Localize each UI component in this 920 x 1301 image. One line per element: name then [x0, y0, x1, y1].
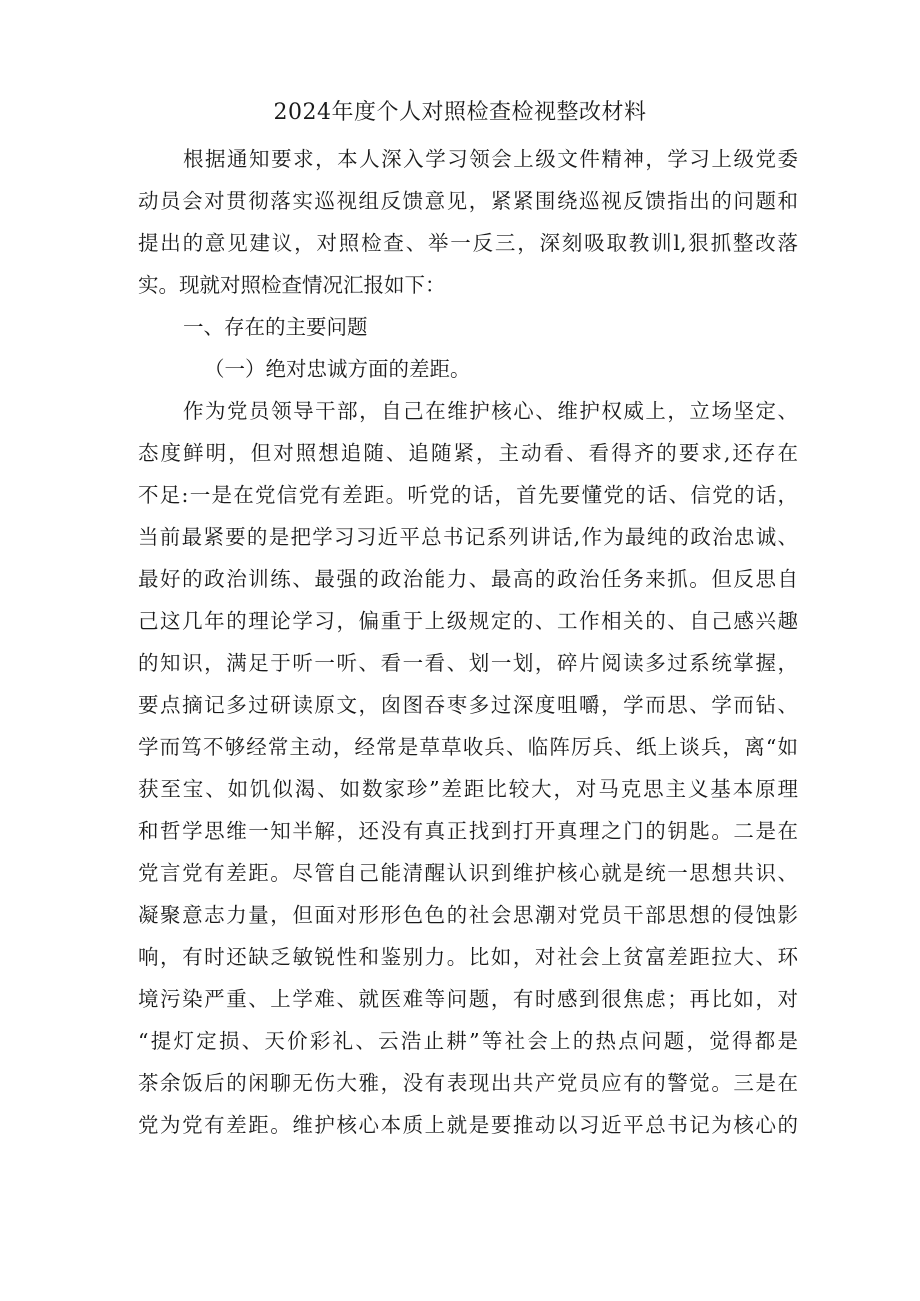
document-title: 2024年度个人对照检查检视整改材料 — [273, 100, 647, 125]
body-line: 学而笃不够经常主动，经常是草草收兵、临阵厉兵、纸上谈兵，离“如 — [138, 735, 798, 759]
body-line: 最好的政治训练、最强的政治能力、最高的政治任务来抓。但反思自 — [138, 567, 798, 591]
intro-line: 提出的意见建议，对照检查、举一反三，深刻吸取教训l,狠抓整改落 — [138, 231, 798, 255]
body-line: 获至宝、如饥似渴、如数家珍”差距比较大，对马克思主义基本原理 — [138, 777, 798, 801]
body-line: 党言党有差距。尽管自己能清醒认识到维护核心就是统一思想共识、 — [138, 861, 798, 885]
body-line: 作为党员领导干部，自己在维护核心、维护权威上，立场坚定、 — [183, 399, 798, 423]
body-line: “提灯定损、天价彩礼、云浩止耕”等社会上的热点问题，觉得都是 — [138, 1029, 798, 1053]
body-line: 的知识，满足于听一听、看一看、划一划，碎片阅读多过系统掌握， — [138, 651, 798, 675]
body-line: 党为党有差距。维护核心本质上就是要推动以习近平总书记为核心的 — [138, 1113, 798, 1137]
intro-line: 动员会对贯彻落实巡视组反馈意见，紧紧围绕巡视反馈指出的问题和 — [138, 189, 798, 213]
body-line: 要点摘记多过研读原文，囱图吞枣多过深度咀嚼，学而思、学而钻、 — [138, 693, 798, 717]
section-heading: 一、存在的主要问题 — [183, 315, 368, 339]
body-line: 境污染严重、上学难、就医难等问题，有时感到很焦虑；再比如，对 — [138, 987, 798, 1011]
body-line: 响，有时还缺乏敏锐性和鉴别力。比如，对社会上贫富差距拉大、环 — [138, 945, 798, 969]
intro-line: 实。现就对照检查情况汇报如下： — [138, 273, 446, 297]
body-line: 不足:一是在党信党有差距。听党的话，首先要懂党的话、信党的话， — [138, 483, 798, 507]
body-line: 茶余饭后的闲聊无伤大雅，没有表现出共产党员应有的警觉。三是在 — [138, 1071, 798, 1095]
body-line: 和哲学思维一知半解，还没有真正找到打开真理之门的钥匙。二是在 — [138, 819, 798, 843]
intro-line: 根据通知要求，本人深入学习领会上级文件精神，学习上级党委 — [183, 147, 798, 171]
body-line: 当前最紧要的是把学习习近平总书记系列讲话,作为最纯的政治忠诚、 — [138, 525, 798, 549]
subsection-heading: （一）绝对忠诚方面的差距。 — [204, 357, 471, 381]
body-line: 己这几年的理论学习，偏重于上级规定的、工作相关的、自己感兴趣 — [138, 609, 798, 633]
body-line: 凝聚意志力量，但面对形形色色的社会思潮对党员干部思想的侵蚀影 — [138, 903, 798, 927]
body-line: 态度鲜明，但对照想追随、追随紧，主动看、看得齐的要求,还存在 — [138, 441, 798, 465]
